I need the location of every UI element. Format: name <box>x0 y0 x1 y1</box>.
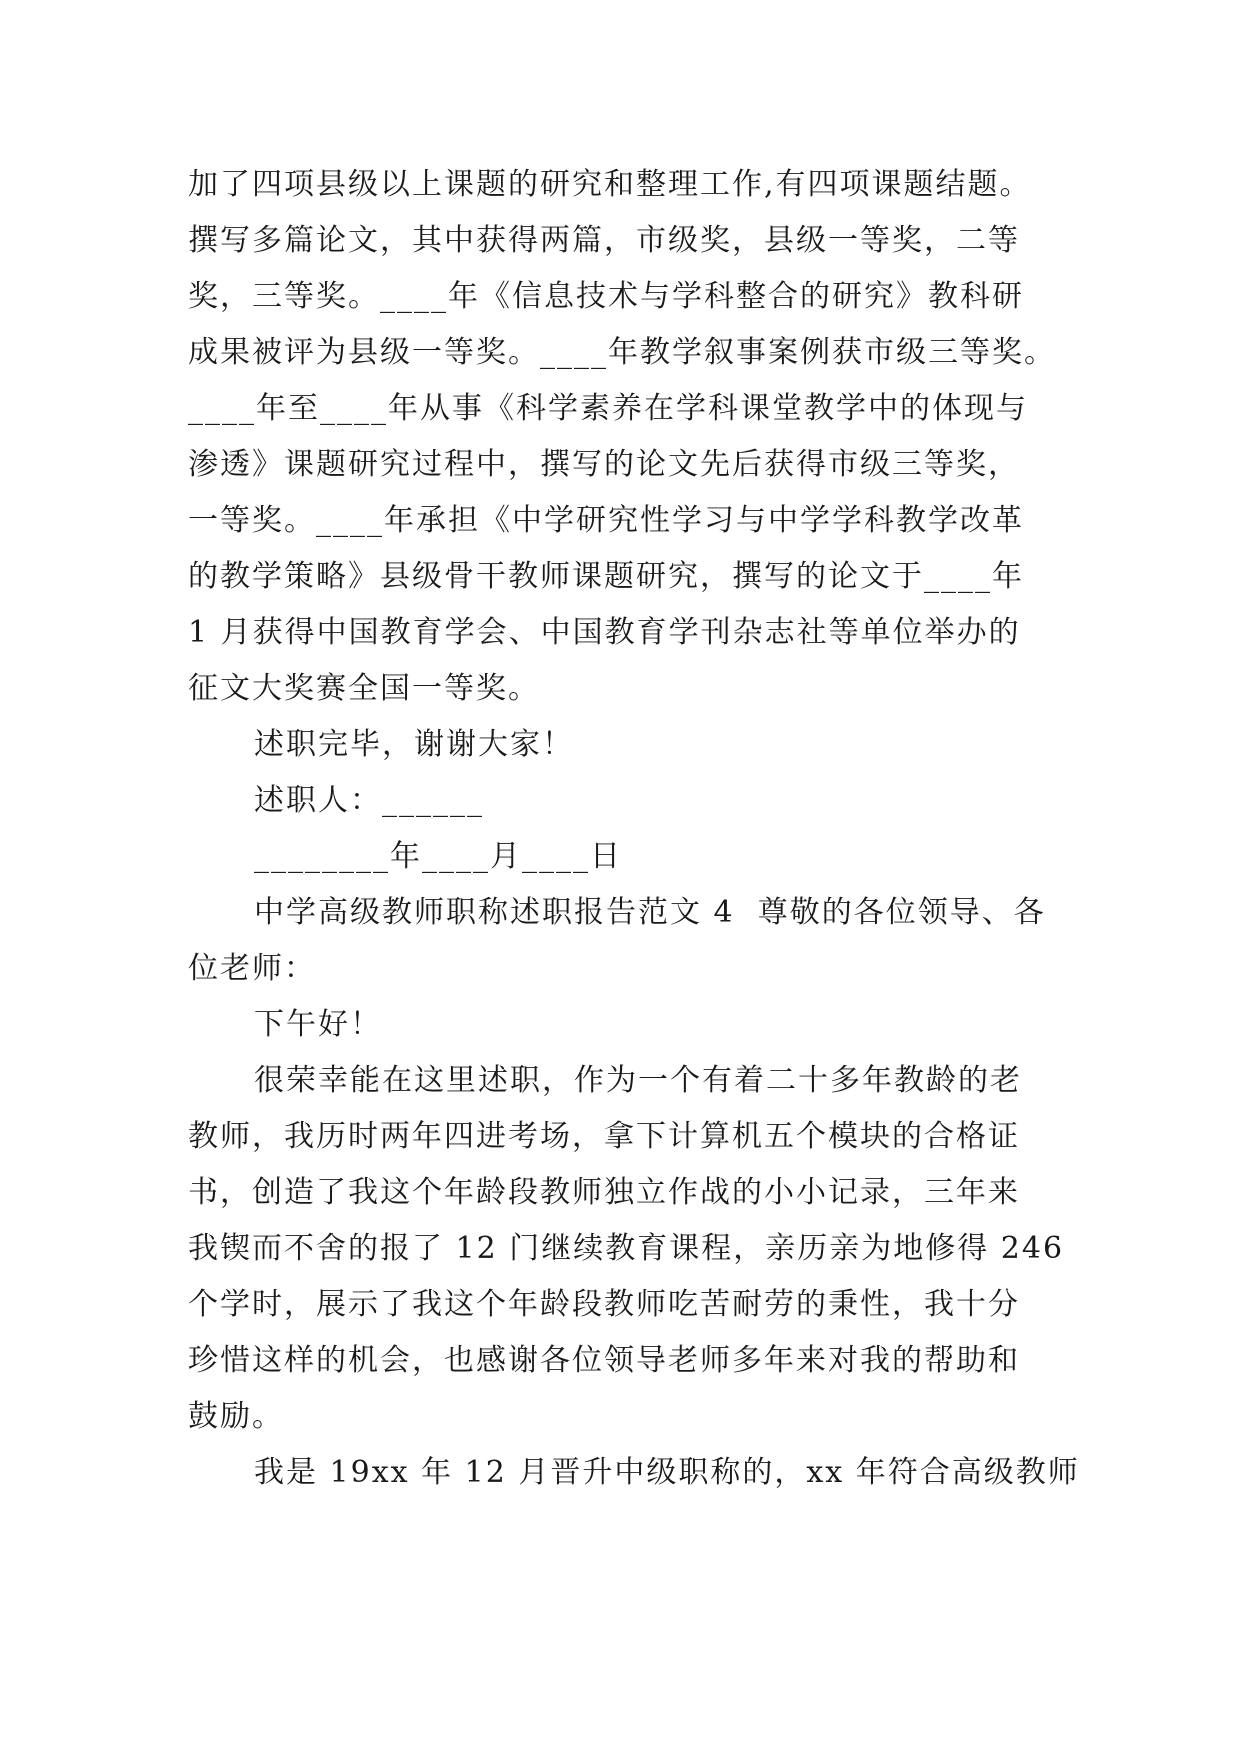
text-line: 奖，三等奖。____年《信息技术与学科整合的研究》教科研 <box>188 279 1024 314</box>
text-line: 我是 19xx 年 12 月晋升中级职称的，xx 年符合高级教师 <box>254 1455 1080 1490</box>
date-line: ________年____月____日 <box>254 839 622 874</box>
text-line: 位老师： <box>188 951 316 986</box>
text-line: 1 月获得中国教育学会、中国教育学刊杂志社等单位举办的 <box>188 615 1021 650</box>
text-line: 教师，我历时两年四进考场，拿下计算机五个模块的合格证 <box>188 1119 1020 1154</box>
text-line: 渗透》课题研究过程中，撰写的论文先后获得市级三等奖， <box>188 447 1020 482</box>
text-line: 我锲而不舍的报了 12 门继续教育课程，亲历亲为地修得 246 <box>188 1231 1065 1266</box>
text-line: 的教学策略》县级骨干教师课题研究，撰写的论文于____年 <box>188 559 1024 594</box>
text-line: 加了四项县级以上课题的研究和整理工作,有四项课题结题。 <box>188 167 1032 202</box>
text-line: 珍惜这样的机会，也感谢各位领导老师多年来对我的帮助和 <box>188 1343 1020 1378</box>
text-line: 征文大奖赛全国一等奖。 <box>188 671 540 706</box>
text-line: 鼓励。 <box>188 1399 284 1434</box>
text-line: 成果被评为县级一等奖。____年教学叙事案例获市级三等奖。 <box>188 335 1056 370</box>
text-line: 书，创造了我这个年龄段教师独立作战的小小记录，三年来 <box>188 1175 1020 1210</box>
text-line: 很荣幸能在这里述职，作为一个有着二十多年教龄的老 <box>254 1063 1022 1098</box>
signature-line: 述职人：______ <box>254 783 484 818</box>
text-line: 一等奖。____年承担《中学研究性学习与中学学科教学改革 <box>188 503 1024 538</box>
text-line: ____年至____年从事《科学素养在学科课堂教学中的体现与 <box>188 391 1028 426</box>
closing-line: 述职完毕，谢谢大家！ <box>254 727 574 762</box>
section-heading: 中学高级教师职称述职报告范文 4 尊敬的各位领导、各 <box>254 895 1046 930</box>
text-line: 个学时，展示了我这个年龄段教师吃苦耐劳的秉性，我十分 <box>188 1287 1020 1322</box>
greeting-line: 下午好！ <box>254 1007 382 1042</box>
text-line: 撰写多篇论文，其中获得两篇，市级奖，县级一等奖，二等 <box>188 223 1020 258</box>
